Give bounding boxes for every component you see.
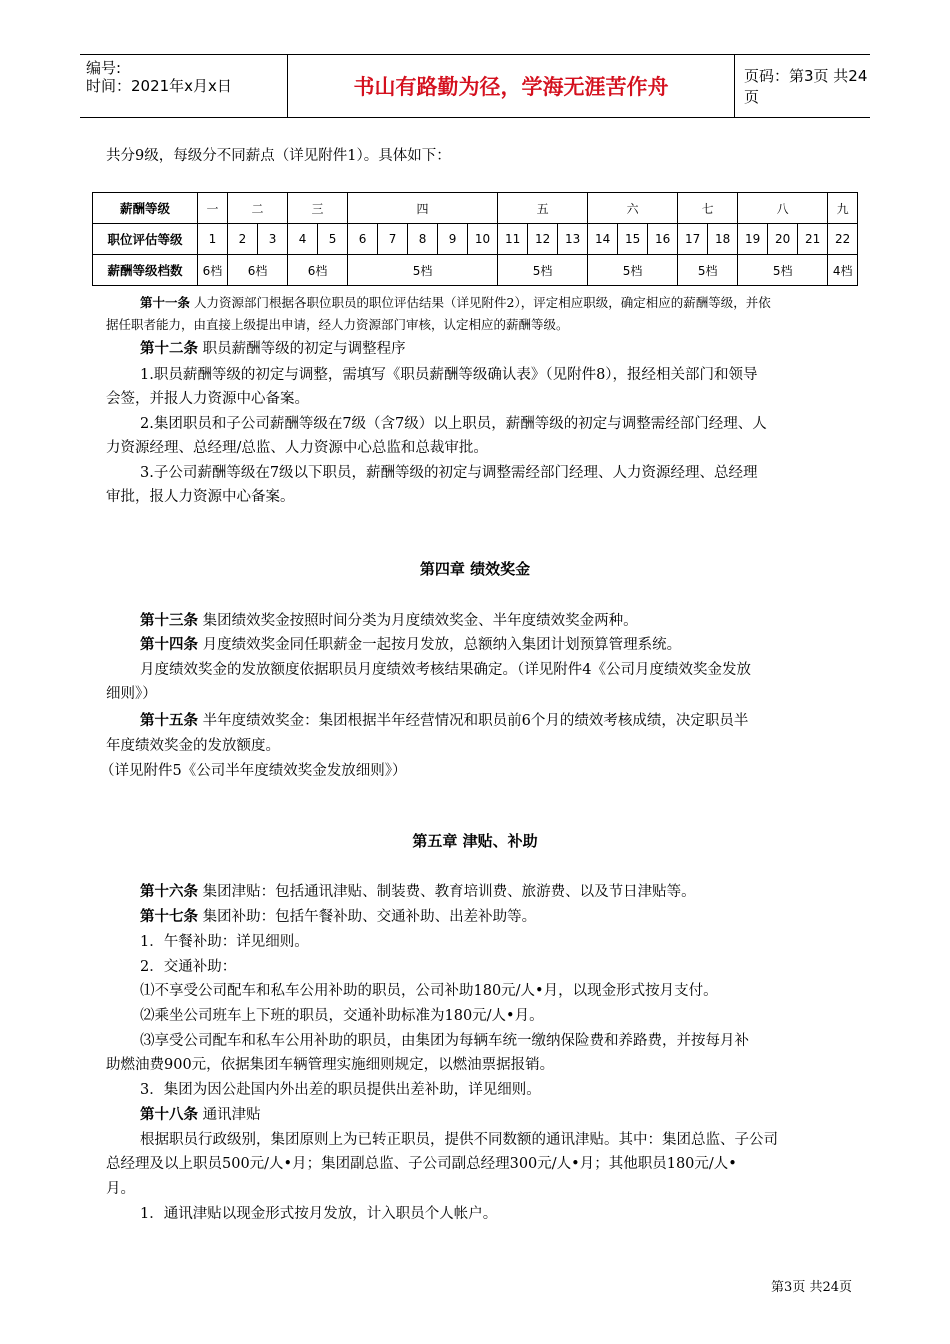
article-17-title: 第十七条 <box>140 909 198 925</box>
article-14-text: 月度绩效奖金同任职薪金一起按月发放，总额纳入集团计划预算管理系统。 <box>202 637 682 653</box>
article-12-p2-line1: 2.集团职员和子公司薪酬等级在7级（含7级）以上职员，薪酬等级的初定与调整需经部门经理、人 <box>140 416 767 432</box>
level-cell: 18 <box>708 224 738 255</box>
article-17-sub2: ⑵乘坐公司班车上下班的职员，交通补助标准为180元/人•月。 <box>140 1008 544 1024</box>
article-15-line2: 年度绩效奖金的发放额度。 <box>106 738 280 754</box>
level-cell: 14 <box>588 224 618 255</box>
level-cell: 5 <box>318 224 348 255</box>
chapter-5-heading: 第五章 津贴、补助 <box>412 832 538 850</box>
level-cell: 19 <box>738 224 768 255</box>
level-cell: 20 <box>768 224 798 255</box>
article-17-item1: 1．午餐补助：详见细则。 <box>140 934 309 950</box>
article-11-title: 第十一条 <box>140 295 191 310</box>
article-17-sub3-line1: ⑶享受公司配车和私车公用补助的职员，由集团为每辆车统一缴纳保险费和养路费，并按每月补 <box>140 1033 749 1049</box>
step-cell: 6档 <box>288 255 348 286</box>
intro-text: 共分9级，每级分不同薪点（详见附件1）。具体如下： <box>106 148 451 164</box>
article-16-title: 第十六条 <box>140 884 198 900</box>
article-12-title: 第十二条 <box>140 341 198 357</box>
table-row <box>93 224 858 255</box>
level-cell: 8 <box>408 224 438 255</box>
article-12-p1-line2: 会签，并报人力资源中心备案。 <box>106 391 309 407</box>
level-cell: 6 <box>348 224 378 255</box>
level-cell: 1 <box>198 224 228 255</box>
article-18-p1-line2: 总经理及以上职员500元/人•月；集团副总监、子公司副总经理300元/人•月；其他职员180元/人• <box>106 1156 737 1172</box>
article-11-line2: 据任职者能力，由直接上级提出申请，经人力资源部门审核，认定相应的薪酬等级。 <box>106 317 569 332</box>
header-motto: 书山有路勤为径，学海无涯苦作舟 <box>287 55 735 117</box>
article-18-p2: 1．通讯津贴以现金形式按月发放，计入职员个人帐户。 <box>140 1206 498 1222</box>
step-cell: 5档 <box>348 255 498 286</box>
page-footer: 第3页 共24页 <box>771 1280 852 1295</box>
level-cell: 16 <box>648 224 678 255</box>
article-12-p3-line2: 审批，报人力资源中心备案。 <box>106 489 295 505</box>
step-cell: 6档 <box>228 255 288 286</box>
row-label: 职位评估等级 <box>93 224 198 255</box>
row-label: 薪酬等级档数 <box>93 255 198 286</box>
article-18 <box>140 1105 261 1125</box>
level-cell: 7 <box>378 224 408 255</box>
step-cell: 5档 <box>588 255 678 286</box>
chapter-4-heading: 第四章 绩效奖金 <box>419 560 531 578</box>
level-cell: 13 <box>558 224 588 255</box>
grade-cell: 九 <box>828 193 858 224</box>
article-17 <box>140 907 536 927</box>
level-cell: 12 <box>528 224 558 255</box>
row-label: 薪酬等级 <box>93 193 198 224</box>
article-12-p3-line1: 3.子公司薪酬等级在7级以下职员，薪酬等级的初定与调整需经部门经理、人力资源经理、总经理 <box>140 465 758 481</box>
article-15-line3: （详见附件5《公司半年度绩效奖金发放细则》） <box>100 763 407 779</box>
header-page-info: 页码：第3页 共24页 <box>744 67 868 106</box>
level-cell: 11 <box>498 224 528 255</box>
article-18-p1-line1: 根据职员行政级别，集团原则上为已转正职员，提供不同数额的通讯津贴。其中：集团总监、子公司 <box>140 1132 778 1148</box>
level-cell: 21 <box>798 224 828 255</box>
article-14-title: 第十四条 <box>140 637 198 653</box>
step-cell: 5档 <box>498 255 588 286</box>
step-cell: 4档 <box>828 255 858 286</box>
article-17-text: 集团补助：包括午餐补助、交通补助、出差补助等。 <box>202 909 537 925</box>
grade-cell: 七 <box>678 193 738 224</box>
article-14 <box>140 635 681 655</box>
grade-cell: 二 <box>228 193 288 224</box>
article-15-title: 第十五条 <box>140 713 198 729</box>
article-14-p1-line1: 月度绩效奖金的发放额度依据职员月度绩效考核结果确定。（详见附件4《公司月度绩效奖金发放 <box>140 662 751 678</box>
level-cell: 10 <box>468 224 498 255</box>
level-cell: 3 <box>258 224 288 255</box>
level-cell: 4 <box>288 224 318 255</box>
document-time: 时间：2021年x月x日 <box>86 77 232 95</box>
article-12-p1-line1: 1.职员薪酬等级的初定与调整，需填写《职员薪酬等级确认表》（见附件8），报经相关部门和领导 <box>140 367 758 383</box>
article-13-text: 集团绩效奖金按照时间分类为月度绩效奖金、半年度绩效奖金两种。 <box>202 613 638 629</box>
article-13-title: 第十三条 <box>140 613 198 629</box>
article-17-sub3-line2: 助燃油费900元，依据集团车辆管理实施细则规定，以燃油票据报销。 <box>106 1057 555 1073</box>
step-cell: 5档 <box>678 255 738 286</box>
step-cell: 6档 <box>198 255 228 286</box>
article-14-p1-line2: 细则》） <box>106 686 157 702</box>
document-number-label: 编号: <box>86 59 122 77</box>
article-18-title: 第十八条 <box>140 1107 198 1123</box>
grade-cell: 一 <box>198 193 228 224</box>
grade-cell: 五 <box>498 193 588 224</box>
article-16 <box>140 882 696 902</box>
article-11-line1: 人力资源部门根据各职位职员的职位评估结果（详见附件2），评定相应职级，确定相应的薪酬等级，并依 <box>194 295 771 310</box>
step-cell: 5档 <box>738 255 828 286</box>
level-cell: 15 <box>618 224 648 255</box>
page-header <box>80 54 870 118</box>
grade-cell: 四 <box>348 193 498 224</box>
article-12 <box>140 339 406 359</box>
article-17-sub1: ⑴不享受公司配车和私车公用补助的职员，公司补助180元/人•月，以现金形式按月支付。 <box>140 983 718 999</box>
level-cell: 17 <box>678 224 708 255</box>
article-12-text: 职员薪酬等级的初定与调整程序 <box>202 341 406 357</box>
article-15-text: 半年度绩效奖金：集团根据半年经营情况和职员前6个月的绩效考核成绩，决定职员半 <box>202 713 749 729</box>
salary-grade-table <box>92 192 858 286</box>
grade-cell: 六 <box>588 193 678 224</box>
article-18-p1-line3: 月。 <box>106 1181 135 1197</box>
table-row <box>93 193 858 224</box>
header-meta <box>86 59 232 95</box>
article-17-item3: 3．集团为因公赴国内外出差的职员提供出差补助，详见细则。 <box>140 1082 541 1098</box>
level-cell: 22 <box>828 224 858 255</box>
level-cell: 2 <box>228 224 258 255</box>
article-13 <box>140 611 638 631</box>
table-row <box>93 255 858 286</box>
article-17-item2: 2．交通补助： <box>140 959 237 975</box>
article-18-text: 通讯津贴 <box>202 1107 261 1123</box>
grade-cell: 八 <box>738 193 828 224</box>
article-15 <box>140 711 748 731</box>
article-12-p2-line2: 力资源经理、总经理/总监、人力资源中心总监和总裁审批。 <box>106 440 488 456</box>
article-11 <box>140 293 771 313</box>
article-16-text: 集团津贴：包括通讯津贴、制装费、教育培训费、旅游费、以及节日津贴等。 <box>202 884 696 900</box>
grade-cell: 三 <box>288 193 348 224</box>
level-cell: 9 <box>438 224 468 255</box>
